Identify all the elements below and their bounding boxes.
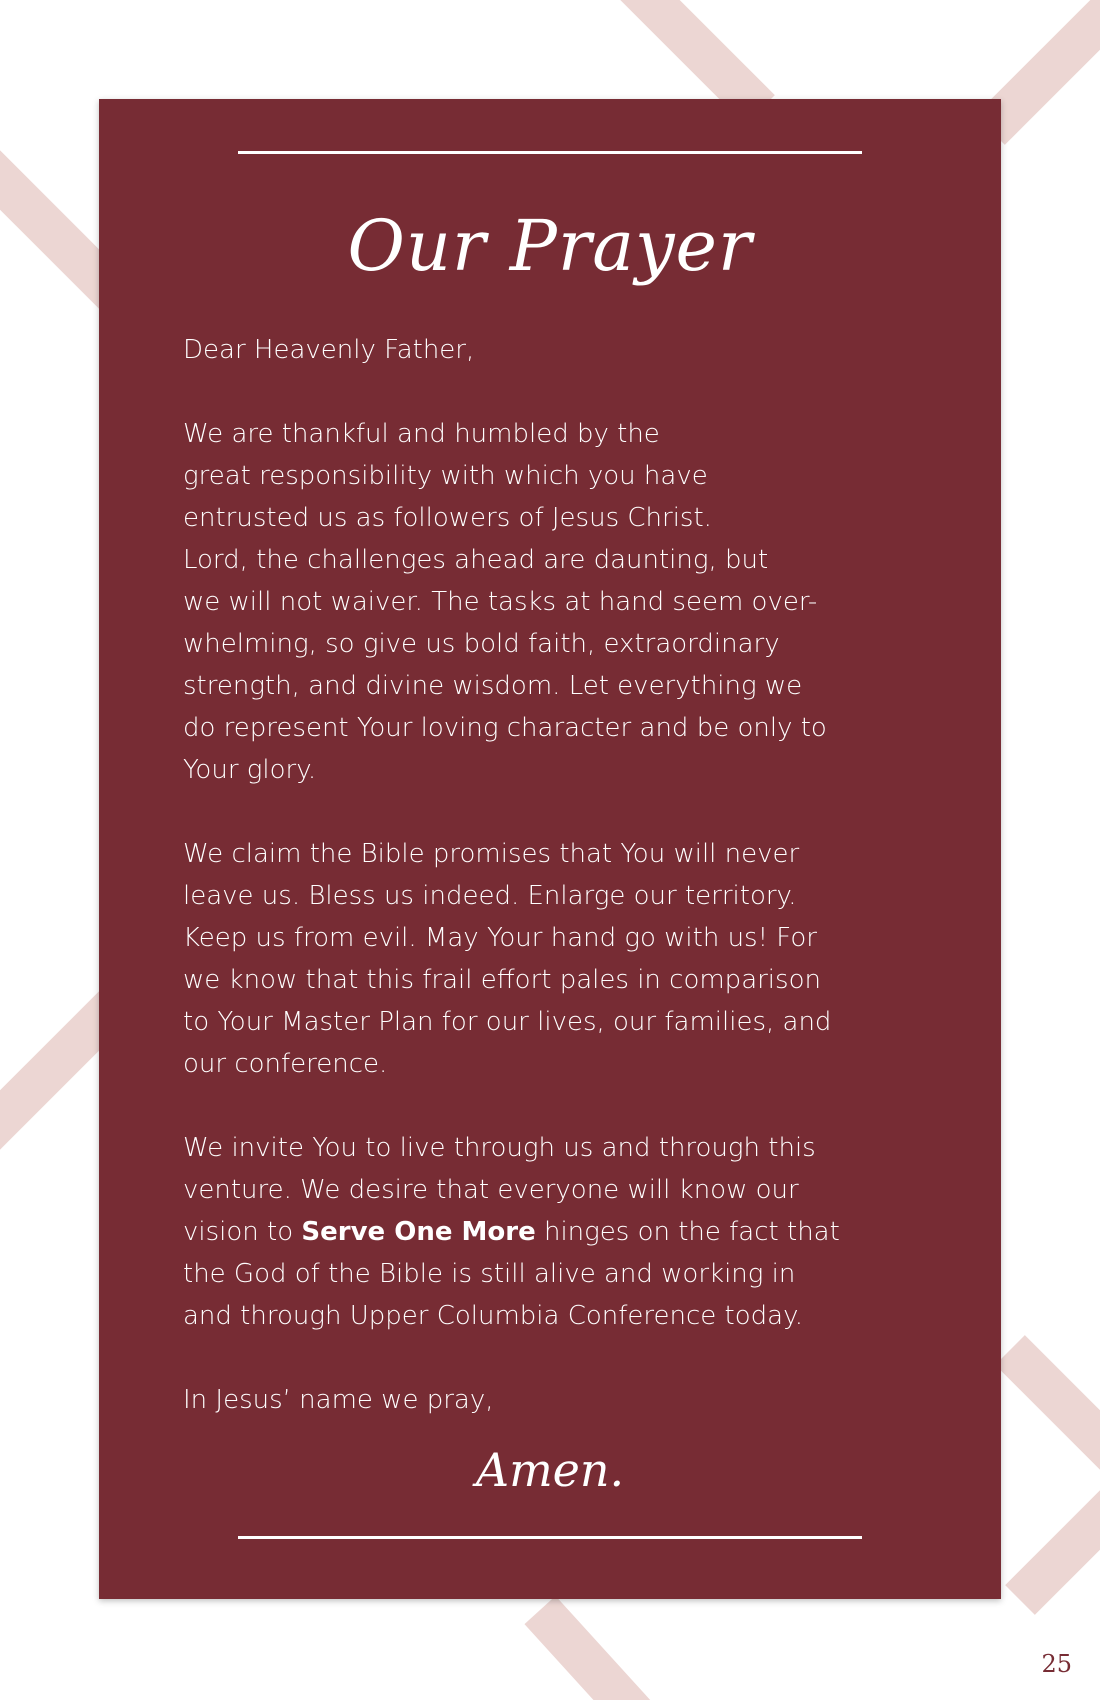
paragraph-2: We claim the Bible promises that You will never leave us. Bless us indeed. Enlarge our territory. Keep us from evil. May Your hand go with us! For we know that this frail effort pales in comparison to Your Master Plan for our lives, our families, and our conference. xyxy=(183,839,832,1079)
paragraph-1: We are thankful and humbled by the great responsibility with which you have entrusted us as followers of Jesus Christ. Lord, the challenges ahead are daunting, but we will not waiver. The tasks at hand seem over- whelming, so give us bold faith, extraordinary strength, and divine wisdom. Let everything we do represent Your loving character and be only to Your glory. xyxy=(183,419,827,785)
prayer-body xyxy=(183,329,923,1421)
stripe xyxy=(990,0,1100,130)
stripe xyxy=(630,0,760,110)
page-number: 25 xyxy=(1041,1650,1072,1678)
salutation: Dear Heavenly Father, xyxy=(183,335,475,365)
top-divider xyxy=(238,151,862,154)
vision-highlight: Serve One More xyxy=(301,1217,536,1247)
paragraph-3 xyxy=(183,1127,923,1337)
stripe xyxy=(540,1610,640,1700)
prayer-card xyxy=(99,99,1001,1599)
page-title: Our Prayer xyxy=(347,205,753,287)
bottom-divider xyxy=(238,1536,862,1539)
stripe xyxy=(1010,1350,1100,1490)
stripe xyxy=(1020,1500,1100,1600)
paragraph-3-end: hinges on the fact that the God of the Bible is still alive and working in and through Upper Columbia Conference today. xyxy=(183,1217,840,1331)
closing-line: In Jesus’ name we pray, xyxy=(183,1385,494,1415)
amen-signoff: Amen. xyxy=(475,1443,625,1497)
paragraph-3-start: We invite You to live through us and through this venture. We desire that everyone will know our vision to xyxy=(183,1133,816,1247)
